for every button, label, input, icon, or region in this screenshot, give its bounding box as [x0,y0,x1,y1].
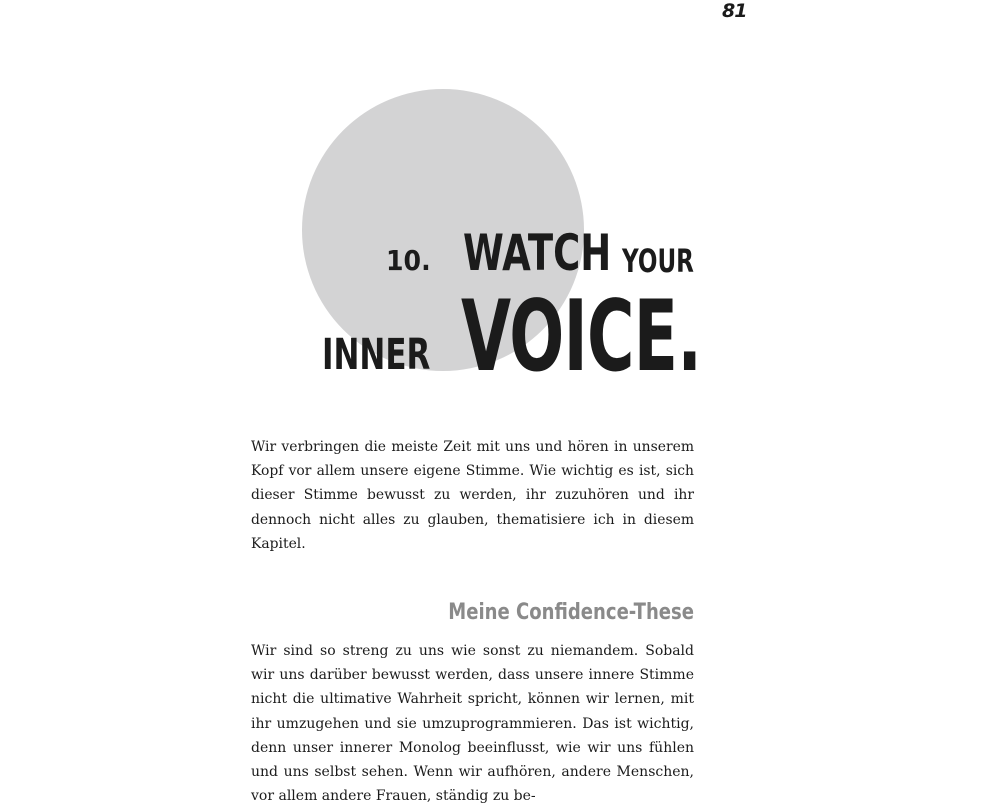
chapter-number: 10. [386,244,431,277]
section-body-paragraph: Wir sind so streng zu uns wie sonst zu niemandem. Sobald wir uns darüber bewusst werden, dass unsere innere Stimme nicht die ultimative Wahrheit spricht, können wir lernen, mit ihr umzugehen und sie umzuprogrammieren. Das ist wichtig, denn unser innerer Monolog beeinflusst, wie wir uns fühlen und uns selbst sehen. Wenn wir aufhören, andere Menschen, vor allem andere Frauen, ständig zu be- [251,643,694,805]
chapter-title-word-your: YOUR [622,242,694,280]
chapter-title-word-watch: WATCH [463,224,612,282]
page-number: 81 [722,0,747,22]
section-heading: Meine Confidence-These [448,600,694,625]
chapter-title-word-voice: VOICE. [461,280,702,394]
intro-paragraph: Wir verbringen die meiste Zeit mit uns und hören in unserem Kopf vor allem unsere eigene Stimme. Wie wichtig es ist, sich dieser Stimme bewusst zu werden, ihr zuzuhören und ihr dennoch nicht alles zu glauben, thematisiere ich in diesem Kapitel. [251,439,694,552]
chapter-title-word-inner: INNER [322,330,431,380]
